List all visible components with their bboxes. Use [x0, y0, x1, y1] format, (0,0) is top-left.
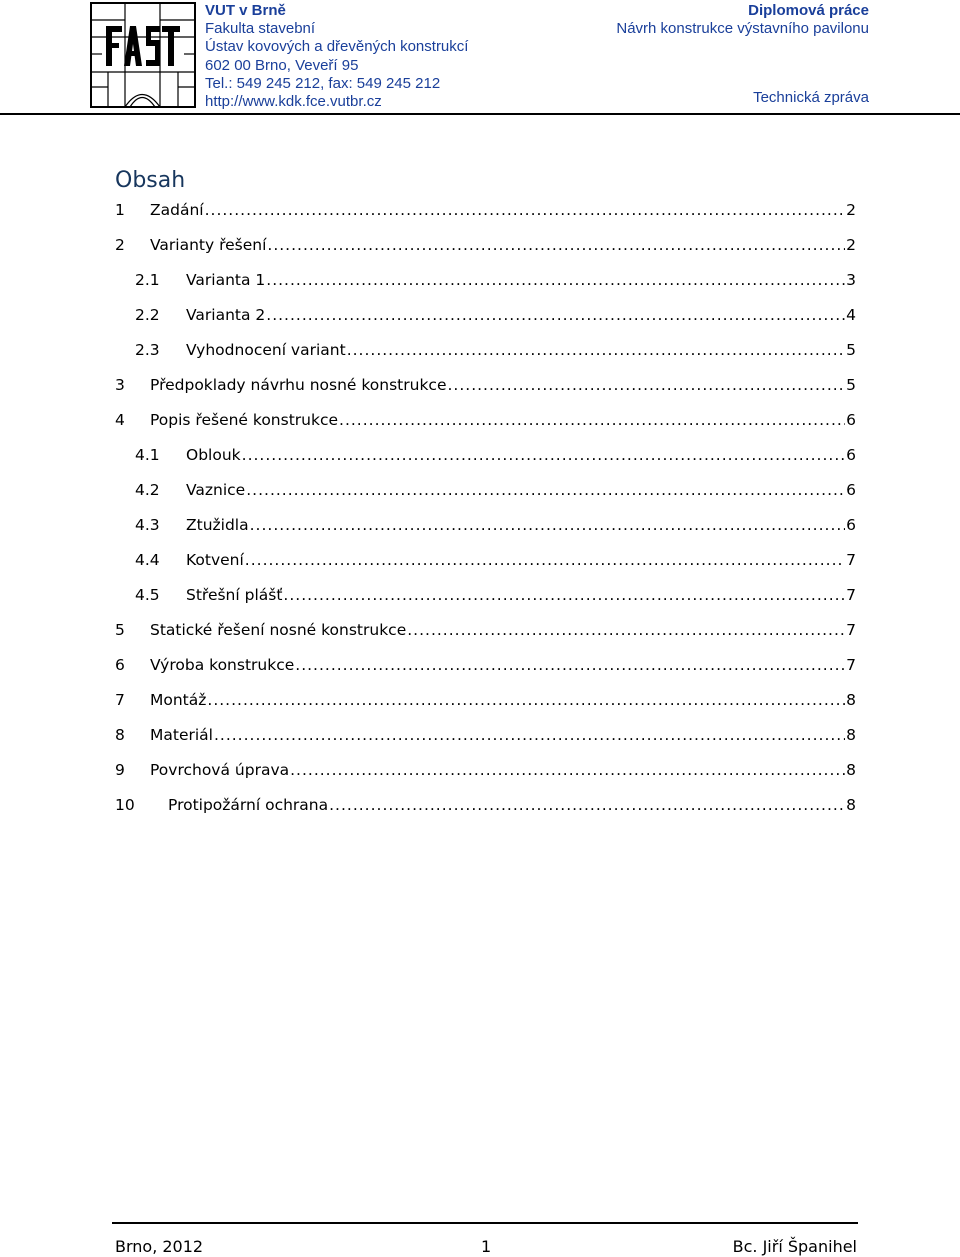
toc-entry[interactable]: [135, 516, 856, 540]
toc-entry-title: Varianta 1: [186, 271, 266, 289]
toc-heading: Obsah: [115, 168, 186, 193]
toc-entry-title: Materiál: [150, 726, 213, 744]
phone-fax: Tel.: 549 245 212, fax: 549 245 212: [205, 74, 441, 92]
toc-entry-number: 2.1: [135, 271, 160, 289]
toc-leader-dots: [207, 691, 845, 709]
toc-entry-number: 4.5: [135, 586, 160, 604]
toc-entry-number: 4: [115, 411, 125, 429]
toc-leader-dots: [329, 796, 845, 814]
toc-entry-title: Montáž: [150, 691, 207, 709]
toc-entry[interactable]: [115, 376, 856, 400]
website-link[interactable]: http://www.kdk.fce.vutbr.cz: [205, 93, 382, 111]
toc-entry-page: 8: [846, 761, 856, 779]
toc-leader-dots: [266, 306, 845, 324]
toc-entry-number: 4.1: [135, 446, 160, 464]
thesis-info: [616, 2, 869, 38]
toc-leader-dots: [266, 271, 845, 289]
toc-entry-number: 2: [115, 236, 125, 254]
toc-entry-title: Ztužidla: [186, 516, 249, 534]
toc-entry[interactable]: [135, 271, 856, 295]
toc-leader-dots: [407, 621, 845, 639]
faculty-name: Fakulta stavební: [205, 20, 316, 38]
toc-entry[interactable]: [115, 411, 856, 435]
toc-entry-number: 8: [115, 726, 125, 744]
toc-entry-number: 4.4: [135, 551, 160, 569]
toc-entry[interactable]: [135, 481, 856, 505]
toc-entry-title: Předpoklady návrhu nosné konstrukce: [150, 376, 447, 394]
report-type: Technická zpráva: [753, 89, 869, 106]
department-name: Ústav kovových a dřevěných konstrukcí: [205, 38, 469, 56]
institution-block: [205, 2, 468, 111]
toc-entry[interactable]: [115, 726, 856, 750]
toc-entry-number: 2.2: [135, 306, 160, 324]
toc-entry[interactable]: [115, 796, 856, 820]
toc-entry-page: 8: [846, 726, 856, 744]
toc-leader-dots: [245, 551, 845, 569]
toc-entry-page: 7: [846, 586, 856, 604]
toc-entry-page: 4: [846, 306, 856, 324]
toc-entry-number: 4.3: [135, 516, 160, 534]
toc-leader-dots: [205, 201, 846, 219]
toc-leader-dots: [242, 446, 845, 464]
toc-entry-title: Varianta 2: [186, 306, 266, 324]
doc-type: Diplomová práce: [748, 2, 869, 19]
toc-entry-title: Výroba konstrukce: [150, 656, 295, 674]
toc-entry[interactable]: [115, 761, 856, 785]
toc-entry-title: Protipožární ochrana: [168, 796, 329, 814]
footer-divider: [112, 1222, 858, 1224]
toc-entry-number: 3: [115, 376, 125, 394]
toc-leader-dots: [267, 236, 845, 254]
toc-entry-number: 6: [115, 656, 125, 674]
toc-entry-number: 5: [115, 621, 125, 639]
toc-leader-dots: [283, 586, 845, 604]
toc-entry-page: 8: [846, 691, 856, 709]
toc-entry-page: 6: [846, 411, 856, 429]
toc-leader-dots: [347, 341, 845, 359]
toc-leader-dots: [246, 481, 845, 499]
toc-entry-title: Vaznice: [186, 481, 246, 499]
toc-entry-title: Povrchová úprava: [150, 761, 290, 779]
toc-entry-page: 5: [846, 341, 856, 359]
toc-entry-title: Statické řešení nosné konstrukce: [150, 621, 407, 639]
toc-leader-dots: [295, 656, 845, 674]
toc-entry-title: Popis řešené konstrukce: [150, 411, 339, 429]
toc-entry-number: 7: [115, 691, 125, 709]
address: 602 00 Brno, Veveří 95: [205, 56, 359, 74]
toc-entry-page: 7: [846, 551, 856, 569]
toc-entry-title: Kotvení: [186, 551, 244, 569]
toc-entry[interactable]: [115, 656, 856, 680]
toc-entry-title: Varianty řešení: [150, 236, 267, 254]
toc-entry-page: 6: [846, 481, 856, 499]
toc-entry-page: 7: [846, 621, 856, 639]
toc-entry-page: 7: [846, 656, 856, 674]
toc-entry[interactable]: [115, 236, 856, 260]
header-divider: [0, 113, 960, 115]
toc-entry[interactable]: [135, 341, 856, 365]
doc-title: Návrh konstrukce výstavního pavilonu: [616, 20, 869, 38]
toc-entry-number: 10: [115, 796, 135, 814]
fast-logo: [90, 2, 196, 108]
toc-entry-page: 2: [846, 236, 856, 254]
toc-entry-title: Střešní plášť: [186, 586, 283, 604]
page-number: 1: [481, 1237, 492, 1256]
toc-entry[interactable]: [115, 621, 856, 645]
toc-entry[interactable]: [135, 306, 856, 330]
toc-entry[interactable]: [135, 551, 856, 575]
toc-entry-number: 4.2: [135, 481, 160, 499]
toc-entry-page: 6: [846, 446, 856, 464]
footer-place-date: Brno, 2012: [115, 1237, 204, 1256]
toc-entry[interactable]: [135, 446, 856, 470]
toc-entry-number: 2.3: [135, 341, 160, 359]
toc-entry-title: Zadání: [150, 201, 204, 219]
toc-entry-page: 5: [846, 376, 856, 394]
toc-entry-page: 3: [846, 271, 856, 289]
toc-entry[interactable]: [135, 586, 856, 610]
toc-entry-page: 2: [846, 201, 856, 219]
toc-leader-dots: [339, 411, 845, 429]
toc-entry-page: 8: [846, 796, 856, 814]
toc-entry-title: Vyhodnocení variant: [186, 341, 346, 359]
toc-leader-dots: [290, 761, 845, 779]
toc-entry-number: 1: [115, 201, 125, 219]
toc-leader-dots: [250, 516, 846, 534]
toc-entry[interactable]: [115, 201, 856, 225]
footer-author: Bc. Jiří Španihel: [732, 1237, 857, 1256]
toc-entry[interactable]: [115, 691, 856, 715]
toc-leader-dots: [214, 726, 845, 744]
university-name: VUT v Brně: [205, 2, 286, 19]
toc-entry-page: 6: [846, 516, 856, 534]
toc-leader-dots: [447, 376, 845, 394]
toc-entry-title: Oblouk: [186, 446, 241, 464]
toc-entry-number: 9: [115, 761, 125, 779]
